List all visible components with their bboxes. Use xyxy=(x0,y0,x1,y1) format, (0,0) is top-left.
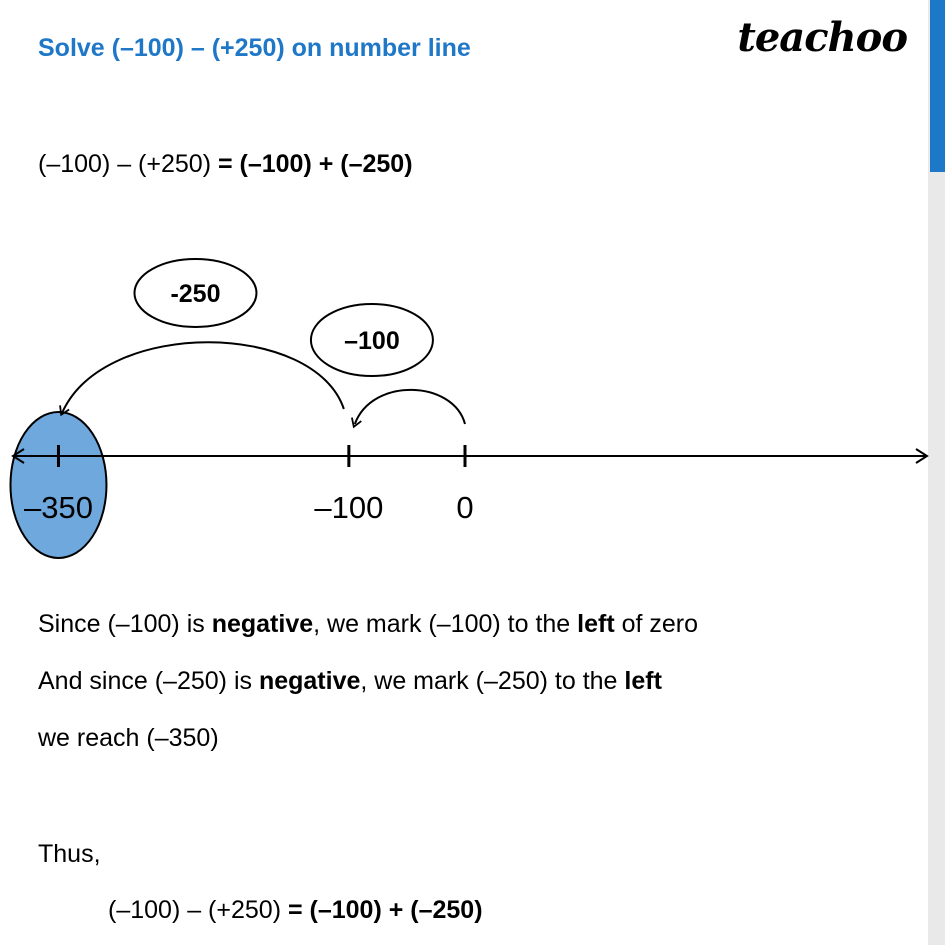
text-run-bold: negative xyxy=(211,610,314,638)
thus-label: Thus, xyxy=(38,840,101,868)
text-run: of zero xyxy=(614,610,699,638)
explanation-line-2 xyxy=(38,667,662,696)
teachoo-logo: teachoo xyxy=(737,14,907,61)
jump-label: –100 xyxy=(344,327,400,355)
result-lhs: (–100) – (+250) xyxy=(108,896,288,924)
answer-highlight-ellipse xyxy=(10,412,106,558)
expression-rhs: = (–100) + (–250) xyxy=(217,150,413,178)
page-title: Solve (–100) – (+250) on number line xyxy=(38,34,471,62)
expression-lhs: (–100) – (+250) xyxy=(38,150,218,178)
text-run-bold: left xyxy=(624,667,662,695)
text-run: And since (–250) is xyxy=(38,667,259,695)
tick-label: –350 xyxy=(23,490,93,525)
explanation-line-1 xyxy=(38,610,698,639)
tick-label: –100 xyxy=(314,490,384,525)
explanation-line-3: we reach (–350) xyxy=(38,724,219,752)
jump-arc xyxy=(355,390,465,424)
text-run-bold: left xyxy=(577,610,615,638)
jump-arc xyxy=(62,342,343,412)
result-rhs: = (–100) + (–250) xyxy=(287,896,483,924)
text-run-bold: negative xyxy=(258,667,361,695)
result-expression xyxy=(108,896,483,925)
text-run: Since (–100) is xyxy=(38,610,212,638)
tick-label: 0 xyxy=(456,490,474,525)
jump-label: -250 xyxy=(170,280,221,308)
text-run: , we mark (–100) to the xyxy=(313,610,578,638)
text-run: , we mark (–250) to the xyxy=(360,667,625,695)
